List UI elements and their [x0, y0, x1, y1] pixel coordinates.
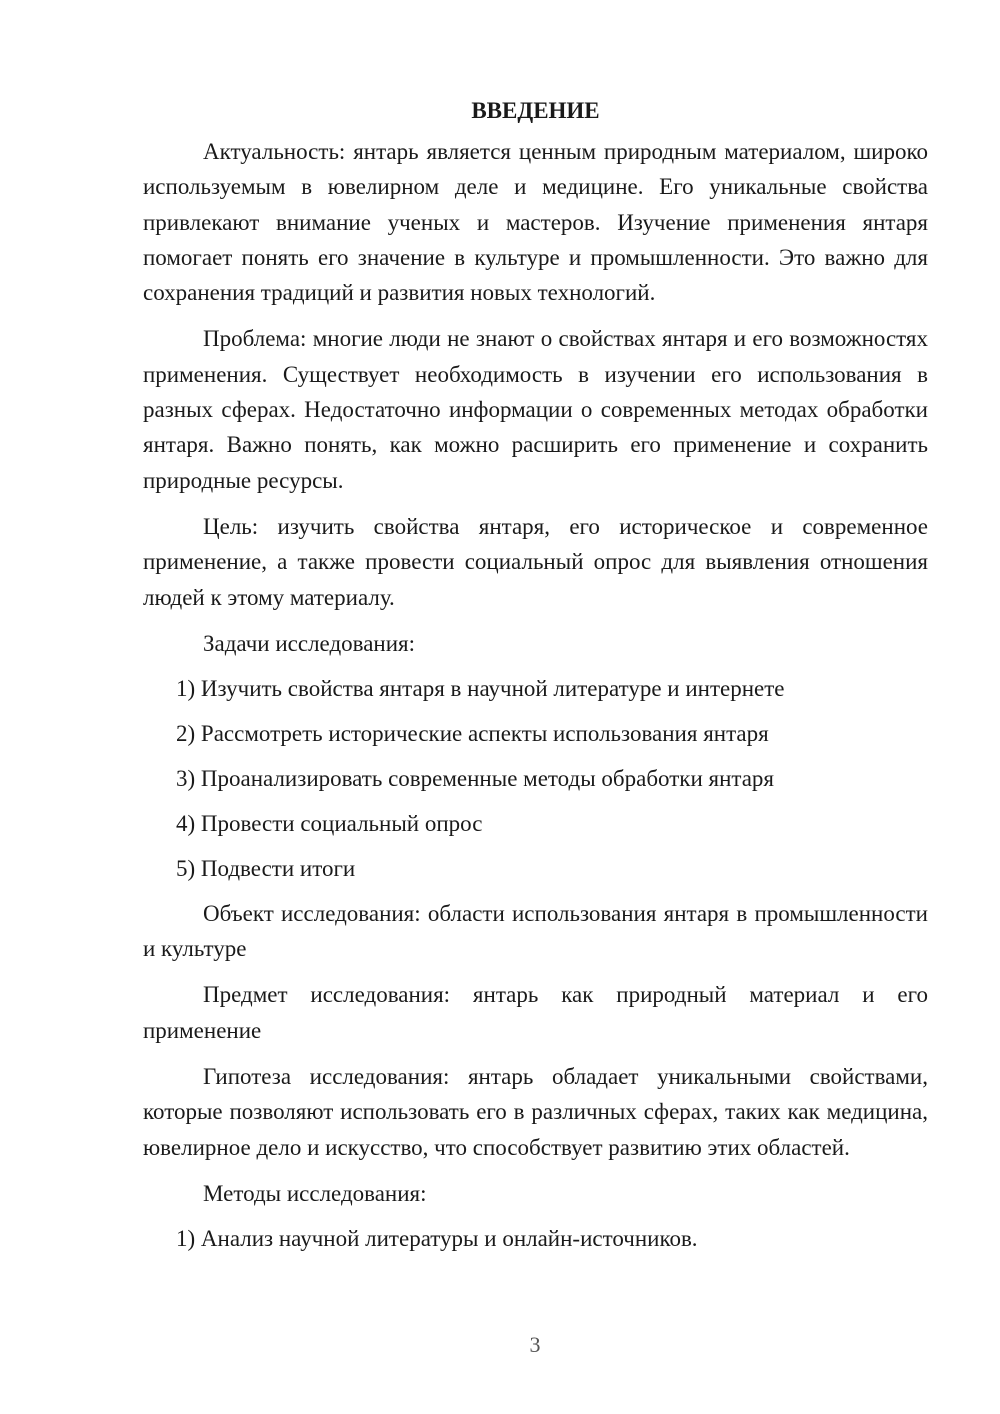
- methods-list: [143, 1221, 928, 1256]
- document-body: [143, 93, 928, 1266]
- object-paragraph: Объект исследования: области использования янтаря в промышленности и культуре: [143, 900, 928, 962]
- list-item: 3) Проанализировать современные методы обработки янтаря: [176, 765, 775, 791]
- list-item: 1) Анализ научной литературы и онлайн-источников.: [176, 1225, 698, 1251]
- relevance-paragraph: Актуальность: янтарь является ценным природным материалом, широко используемым в ювелирном деле и медицине. Его уникальные свойства привлекают внимание ученых и мастеров. Изучение применения янтаря помогает понять его значение в культуре и промышленности. Это важно для сохранения традиций и развития новых технологий.: [143, 139, 928, 306]
- list-item: 4) Провести социальный опрос: [176, 810, 483, 836]
- tasks-list: [143, 671, 928, 886]
- subject-paragraph: Предмет исследования: янтарь как природный материал и его применение: [143, 982, 928, 1043]
- list-item: 5) Подвести итоги: [176, 855, 356, 881]
- tasks-title: Задачи исследования:: [203, 630, 416, 656]
- problem-paragraph: Проблема: многие люди не знают о свойствах янтаря и его возможностях применения. Существует необходимость в изучении его использования в разных сферах. Недостаточно информации о современных методах обработки янтаря. Важно понять, как можно расширить его применение и сохранить природные ресурсы.: [143, 326, 928, 493]
- section-heading: ВВЕДЕНИЕ: [471, 98, 600, 123]
- list-item: 1) Изучить свойства янтаря в научной литературе и интернете: [176, 675, 785, 701]
- list-item: 2) Рассмотреть исторические аспекты использования янтаря: [176, 720, 769, 746]
- goal-paragraph: Цель: изучить свойства янтаря, его историческое и современное применение, а также провести социальный опрос для выявления отношения людей к этому материалу.: [143, 513, 928, 610]
- methods-title: Методы исследования:: [203, 1180, 427, 1206]
- hypothesis-paragraph: Гипотеза исследования: янтарь обладает уникальными свойствами, которые позволяют использовать его в различных сферах, таких как медицина, ювелирное дело и искусство, что способствует развитию этих областей.: [143, 1064, 928, 1160]
- page-number: 3: [529, 1332, 541, 1357]
